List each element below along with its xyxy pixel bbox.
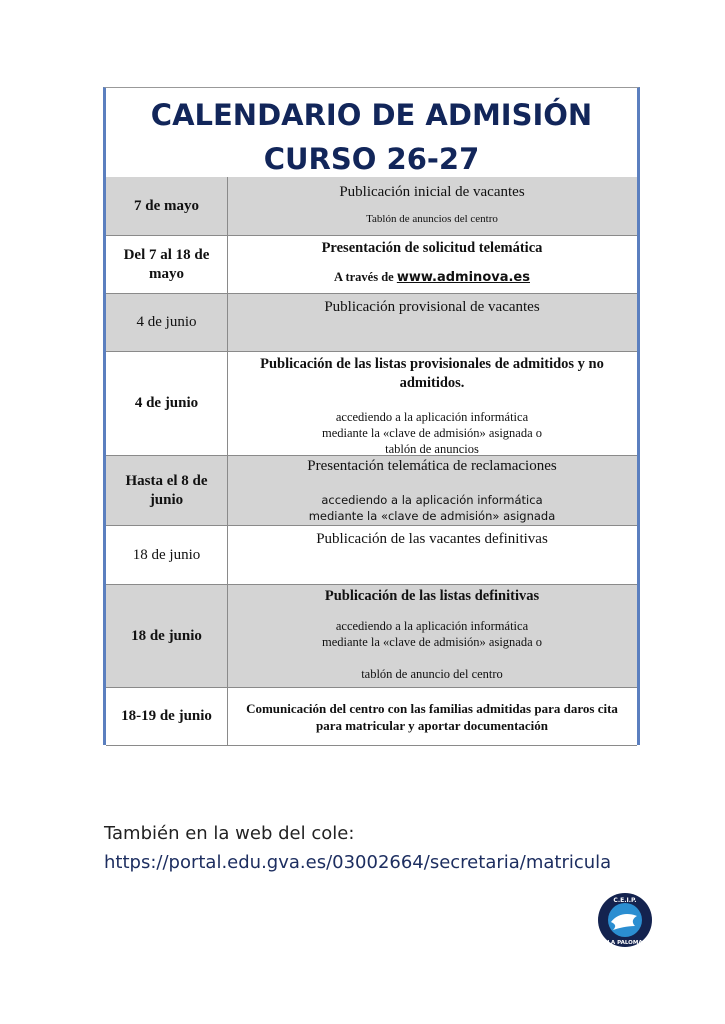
table-row — [106, 526, 637, 585]
footer-label: También en la web del cole: — [104, 823, 355, 844]
row-date: 4 de junio — [106, 294, 228, 351]
row-date: Del 7 al 18 de mayo — [106, 236, 228, 293]
row-detail-line: tablón de anuncios — [385, 442, 479, 456]
row-date: 18 de junio — [106, 585, 228, 687]
table-row — [106, 585, 637, 688]
row-detail-line: mediante la «clave de admisión» asignada o — [321, 426, 543, 440]
row-content — [227, 585, 637, 687]
page-subtitle: CURSO 26-27 — [263, 142, 480, 176]
row-title: Publicación inicial de vacantes — [339, 184, 525, 200]
table-row — [106, 177, 637, 236]
table-row — [106, 352, 637, 456]
row-title: Publicación provisional de vacantes — [324, 299, 540, 315]
table-row — [106, 456, 637, 526]
row-content — [227, 526, 637, 584]
row-detail-line: accediendo a la aplicación informática — [335, 410, 529, 424]
row-detail-line: accediendo a la aplicación informática — [335, 619, 529, 633]
row-title: Publicación de las vacantes definitivas — [316, 531, 548, 547]
table-row — [106, 294, 637, 352]
row-date: Hasta el 8 de junio — [106, 456, 228, 525]
logo-bottom-text: LA PALOMA — [607, 940, 643, 946]
table-row — [106, 236, 637, 294]
row-content — [227, 294, 637, 351]
row-content — [227, 456, 637, 525]
row-detail-line: mediante la «clave de admisión» asignada o — [321, 635, 543, 649]
row-content — [227, 236, 637, 293]
admission-calendar-table — [103, 87, 640, 745]
school-logo — [597, 892, 653, 948]
adminova-link[interactable]: www.adminova.es — [396, 270, 530, 285]
row-detail-line: accediendo a la aplicación informática — [321, 493, 543, 507]
row-content — [227, 688, 637, 745]
row-title: Presentación de solicitud telemática — [321, 240, 543, 256]
row-detail: A través de www.adminova.es — [334, 270, 530, 285]
row-detail: Tablón de anuncios del centro — [366, 213, 498, 225]
row-title: Publicación de las listas provisionales de admitidos y no admitidos. — [260, 356, 604, 391]
row-title: Presentación telemática de reclamaciones — [307, 458, 557, 474]
row-date: 7 de mayo — [106, 177, 228, 235]
row-title: Publicación de las listas definitivas — [324, 588, 540, 604]
logo-top-text: C.E.I.P. — [613, 897, 637, 904]
page-title: CALENDARIO DE ADMISIÓN — [150, 98, 593, 132]
table-row — [106, 688, 637, 746]
footer-url-link[interactable]: https://portal.edu.gva.es/03002664/secretaria/matricula — [104, 852, 612, 873]
table-header — [106, 88, 637, 179]
row-detail-line: mediante la «clave de admisión» asignada — [308, 509, 556, 523]
row-date: 18 de junio — [106, 526, 228, 584]
row-detail-line: tablón de anuncio del centro — [361, 667, 503, 681]
row-title: Comunicación del centro con las familias admitidas para daros cita para matricular y aportar documentación — [246, 700, 618, 733]
row-content — [227, 352, 637, 455]
row-content — [227, 177, 637, 235]
row-date: 4 de junio — [106, 352, 228, 455]
row-date: 18-19 de junio — [106, 688, 228, 745]
